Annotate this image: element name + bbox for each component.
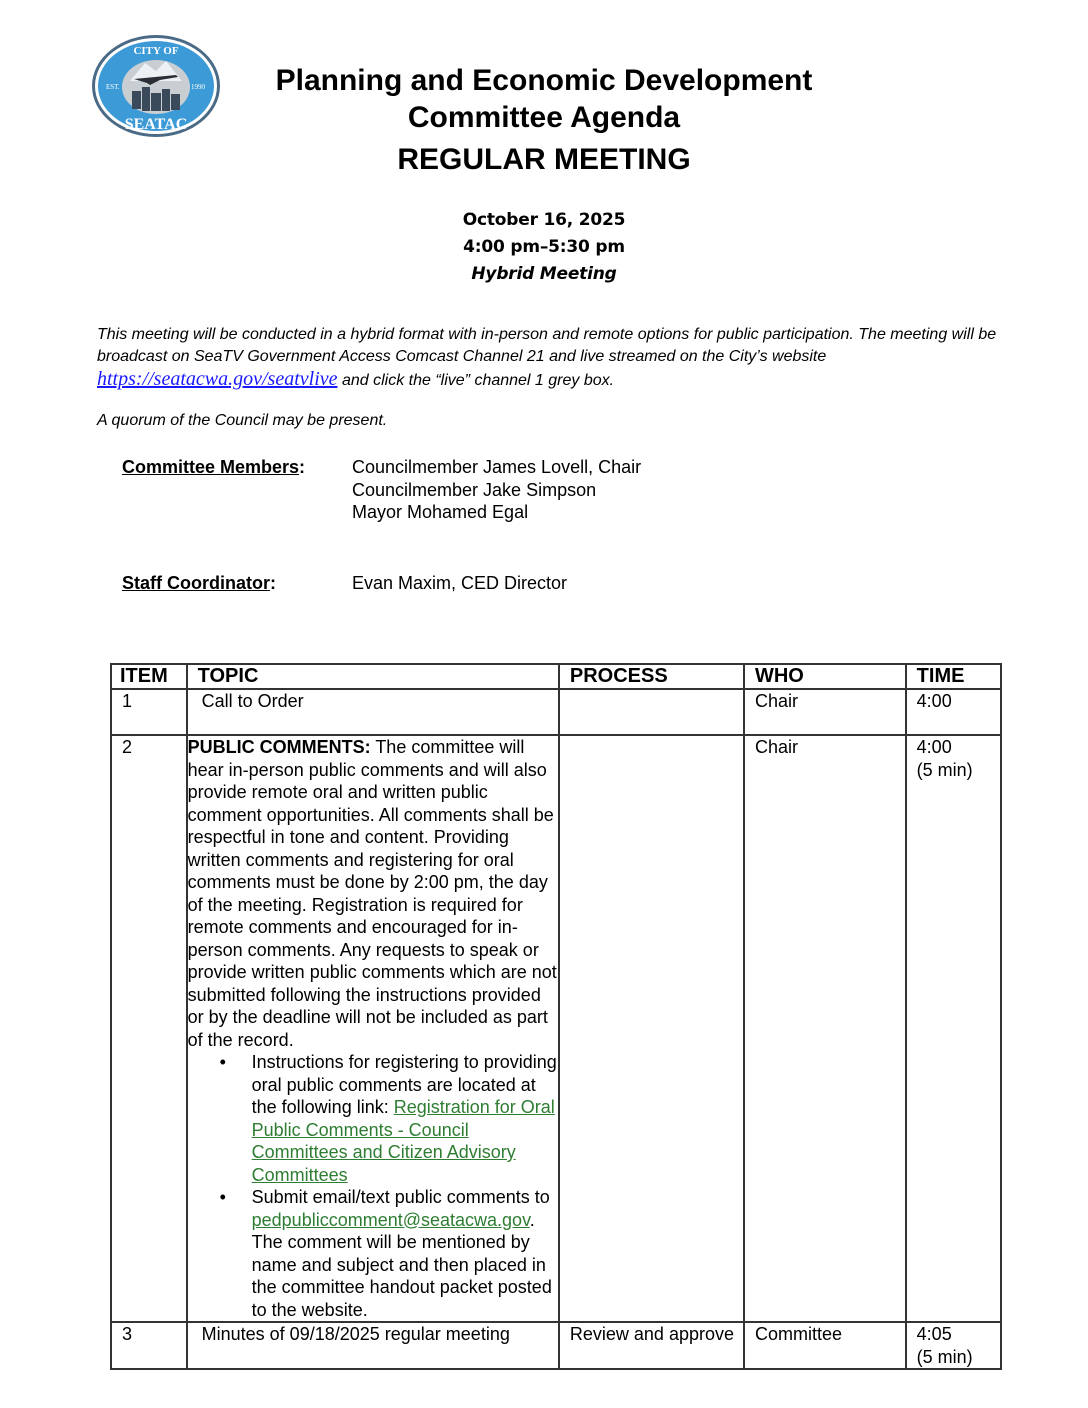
item-number: 2 — [111, 735, 187, 1322]
column-header-time: TIME — [906, 664, 1001, 689]
column-header-item: ITEM — [111, 664, 187, 689]
bullet-icon: • — [219, 1052, 226, 1072]
quorum-notice: A quorum of the Council may be present. — [97, 412, 388, 429]
staff-coordinator-value: Evan Maxim, CED Director — [352, 573, 568, 593]
item-duration: (5 min) — [916, 1346, 973, 1367]
public-comments-bullets — [188, 1051, 558, 1321]
staff-coordinator-label-text: Staff Coordinator — [122, 573, 270, 593]
item-duration: (5 min) — [916, 759, 973, 780]
agenda-row — [111, 689, 1001, 735]
committee-member: Councilmember James Lovell, Chair — [352, 457, 642, 477]
intro-text: This meeting will be conducted in a hybrid format with in-person and remote options for public participation. The meeting will be broadcast on SeaTV Government Access Comcast Channel 21 and live streamed on the City’s website — [97, 326, 997, 365]
bullet-icon: • — [219, 1187, 226, 1207]
svg-text:CITY OF: CITY OF — [133, 45, 179, 57]
item-time: 4:00 — [906, 689, 1001, 735]
committee-members-label: Committee Members: — [122, 457, 306, 477]
public-comment-email-link[interactable]: pedpubliccomment@seatacwa.gov — [251, 1209, 530, 1230]
staff-coordinator-label: Staff Coordinator: — [122, 573, 276, 593]
column-header-topic: TOPIC — [187, 664, 559, 689]
item-who: Committee — [744, 1322, 906, 1369]
agenda-row — [111, 735, 1001, 1322]
item-start-time: 4:05 — [916, 1324, 952, 1344]
item-start-time: 4:00 — [916, 737, 952, 757]
agenda-table — [110, 663, 1002, 1370]
item-topic — [187, 735, 559, 1322]
meeting-time: 4:00 pm–5:30 pm — [463, 237, 625, 257]
meeting-format-text: Hybrid Meeting — [471, 264, 617, 284]
public-comments-text: The committee will hear in-person public comments and will also provide remote oral and written public comment opportunities. All comments shall be respectful in tone and content. Providing written comments and registering for oral comments must be done by 2:00 pm, the day of the meeting. Registration is required for remote comments and encouraged for in-person comments. Any requests to speak or provide written public comments which are not submitted following the instructions provided or by the deadline will not be included as part of the record. — [187, 737, 557, 1050]
meeting-date: October 16, 2025 — [462, 210, 626, 230]
item-number: 1 — [111, 689, 187, 735]
committee-members-list — [352, 456, 641, 524]
intro-text-after: and click the “live” channel 1 grey box. — [337, 372, 615, 389]
svg-text:EST.: EST. — [106, 83, 120, 91]
column-header-who: WHO — [744, 664, 906, 689]
committee-members-label-text: Committee Members — [122, 457, 300, 477]
agenda-header-row — [111, 664, 1001, 689]
bullet-item: • Submit email/text public comments to pedpubliccomment@seatacwa.gov. The comment will be mentioned by name and subject and then placed in the committee handout packet posted to the website. — [219, 1187, 552, 1320]
item-number: 3 — [111, 1322, 187, 1369]
seatv-live-link[interactable]: https://seatacwa.gov/seatvlive — [97, 368, 338, 390]
agenda-row — [111, 1322, 1001, 1369]
oral-registration-link[interactable]: Registration for Oral Public Comments - Council Committees and Citizen Advisory Committees — [251, 1097, 555, 1185]
item-who: Chair — [744, 735, 906, 1322]
public-comments-heading: PUBLIC COMMENTS: — [187, 737, 371, 757]
column-header-process: PROCESS — [559, 664, 744, 689]
svg-text:SEATAC: SEATAC — [124, 116, 188, 133]
committee-member: Mayor Mohamed Egal — [352, 502, 529, 522]
bullet-item: • Instructions for registering to providing oral public comments are located at the following link: Registration for Oral Public Comments - Council Committees and Citizen Advisory Committees — [219, 1052, 557, 1185]
item-time — [906, 1322, 1001, 1369]
item-topic: Minutes of 09/18/2025 regular meeting — [187, 1322, 559, 1369]
meeting-format — [0, 261, 1088, 288]
page-title-line2: Committee Agenda — [407, 101, 681, 134]
intro-paragraph — [97, 324, 997, 392]
page-title-line3: REGULAR MEETING — [397, 143, 691, 176]
item-process: Review and approve — [559, 1322, 744, 1369]
committee-member: Councilmember Jake Simpson — [352, 479, 597, 500]
item-who: Chair — [744, 689, 906, 735]
item-topic: Call to Order — [187, 689, 559, 735]
item-process — [559, 689, 744, 735]
page-title-line1: Planning and Economic Development — [275, 64, 813, 97]
item-time — [906, 735, 1001, 1322]
svg-text:1990: 1990 — [191, 83, 205, 91]
item-process — [559, 735, 744, 1322]
